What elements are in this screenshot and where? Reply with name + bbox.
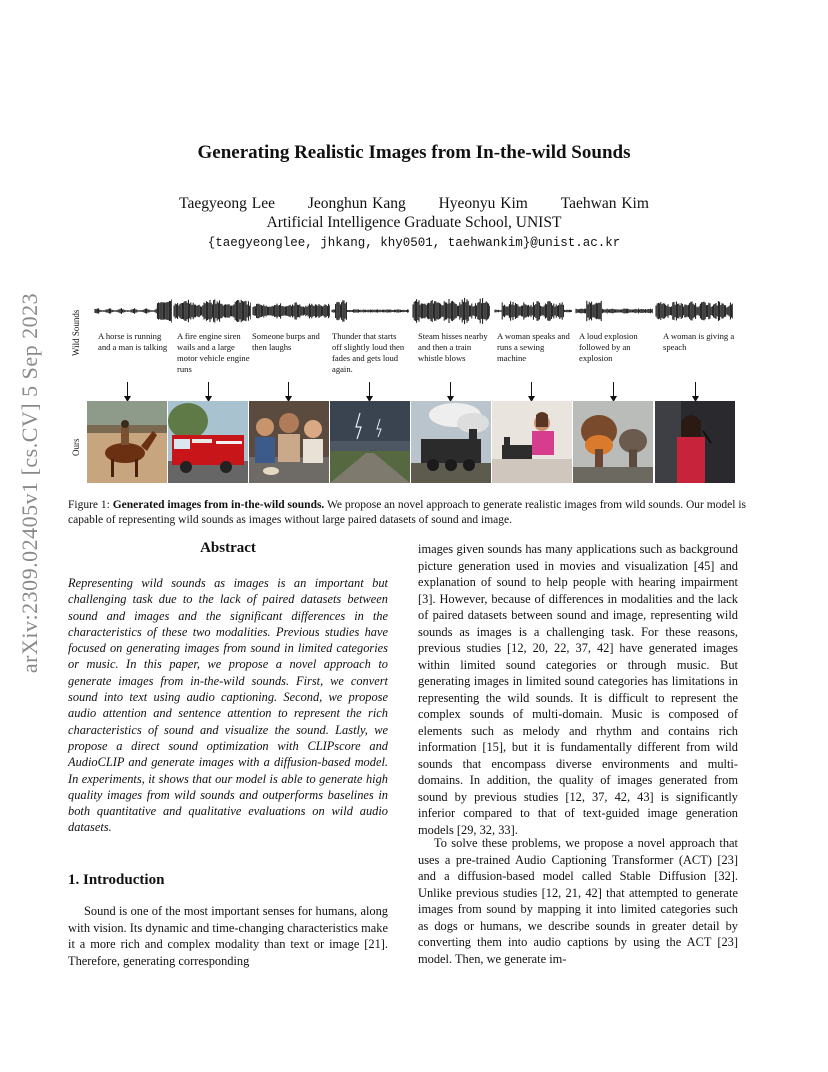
- sound-caption: A woman is giving a speach: [663, 331, 735, 352]
- generated-image-explosion: [573, 401, 653, 483]
- affiliation: Artificial Intelligence Graduate School, UNIST: [266, 214, 562, 231]
- waveform-4: [331, 296, 409, 326]
- author-name: Hyeonyu Kim: [438, 195, 528, 212]
- generated-image-woman-speaking: [655, 401, 735, 483]
- generated-image-steam-train: [411, 401, 491, 483]
- abstract-heading: Abstract: [200, 540, 256, 556]
- waveform-8: [655, 296, 733, 326]
- author-emails: {taegyeonglee, jhkang, khy0501, taehwankim}@unist.ac.kr: [207, 236, 621, 250]
- waveform-2: [173, 296, 251, 326]
- abstract-body: Representing wild sounds as images is an important but challenging task due to the lack of paired datasets between sound and images and the significant differences in the characteristics of these two modalities. Previous studies have focused on generating images from sound in limited categories or music. In this paper, we propose a novel approach to generate images from in-the-wild sounds. First, we convert sound into text using audio captioning. Second, we propose audio attention and sentence attention to represent the rich characteristics of sound and visualize the sound. Lastly, we propose a direct sound optimization with CLIPscore and AudioCLIP and generate images with a diffusion-based model. In experiments, it shows that our model is able to generate high quality images from wild sounds and outperforms baselines in both quantitative and qualitative evaluations on wild audio datasets.: [68, 576, 388, 835]
- generated-image-fire-engine: [168, 401, 248, 483]
- figure-caption-text: We propose an novel approach to generate realistic images from wild sounds. Our model is capable of representing wild sounds as images without large paired datasets of sound and image.: [68, 499, 747, 526]
- sound-caption: Thunder that starts off slightly loud then fades and gets loud again.: [332, 331, 405, 374]
- sound-caption: A loud explosion followed by an explosion: [579, 331, 638, 363]
- author-name: Taehwan Kim: [560, 195, 649, 212]
- down-arrow-icon: [365, 382, 374, 402]
- down-arrow-icon: [527, 382, 536, 402]
- row-label-wild-sounds: Wild Sounds: [71, 309, 81, 356]
- figure-label: Figure 1:: [68, 499, 110, 511]
- waveform-1: [94, 296, 172, 326]
- introduction-paragraph: To solve these problems, we propose a novel approach that uses a pre-trained Audio Captioning Transformer (ACT) [23] and a diffusion-based model called Stable Diffusion [32]. Unlike previous studies [12, 21, 42] that attempted to generate images from sound by mapping it into limited categories such as dogs or humans, we describe sounds in greater detail by converting them into audio captions by using the ACT [23] model. Then, we generate im-: [418, 836, 738, 966]
- generated-image-thunderstorm: [330, 401, 410, 483]
- down-arrow-icon: [204, 382, 213, 402]
- generated-image-laughing-people: [249, 401, 329, 483]
- waveform-3: [252, 296, 330, 326]
- waveform-7: [575, 296, 653, 326]
- down-arrow-icon: [609, 382, 618, 402]
- author-list: [0, 195, 828, 213]
- waveform-6: [494, 296, 572, 326]
- sound-caption: A fire engine siren wails and a large motor vehicle engine runs: [177, 331, 250, 374]
- introduction-paragraph: Sound is one of the most important senses for humans, along with vision. Its dynamic and time-changing characteristics make it a more rich and complex modality than text or image [21]. Therefore, generating corresponding: [68, 904, 388, 968]
- generated-image-sewing-woman: [492, 401, 572, 483]
- introduction-heading: 1. Introduction: [68, 872, 165, 888]
- sound-caption: A horse is running and a man is talking: [98, 331, 168, 352]
- sound-caption: Someone burps and then laughs: [252, 331, 320, 352]
- figure-caption: [68, 498, 762, 528]
- down-arrow-icon: [123, 382, 132, 402]
- author-name: Jeonghun Kang: [307, 195, 406, 212]
- author-name: Taegyeong Lee: [179, 195, 275, 212]
- paper-title: Generating Realistic Images from In-the-wild Sounds: [197, 142, 631, 163]
- arxiv-stamp: arXiv:2309.02405v1 [cs.CV] 5 Sep 2023: [17, 292, 42, 674]
- down-arrow-icon: [284, 382, 293, 402]
- down-arrow-icon: [446, 382, 455, 402]
- generated-image-horse: [87, 401, 167, 483]
- sound-caption: A woman speaks and runs a sewing machine: [497, 331, 570, 363]
- sound-caption: Steam hisses nearby and then a train whistle blows: [418, 331, 488, 363]
- down-arrow-icon: [691, 382, 700, 402]
- waveform-5: [412, 296, 490, 326]
- figure-caption-bold: Generated images from in-the-wild sounds.: [112, 499, 325, 511]
- row-label-ours: Ours: [71, 438, 81, 456]
- introduction-paragraph: images given sounds has many applications such as background picture generation used in movies and visualization [45] and explanation of sound to help people with hearing impairment [3]. However, because of differences in modalities and the lack of paired datasets between sound and image, representing wild sounds as images is a challenging task. For these reasons, previous studies [12, 20, 22, 37, 42] have generated images within limited sound categories or through music. But generating images in limited sound categories has limitations in representing the wild sounds. It is difficult to represent the complex sounds of multi-domain. Music is composed of elements such as melody and rhythm and contains rich information [15], but it is fundamentally different from wild sounds that encompass diverse environments and multi-domains. In addition, the quality of images generated from sound by previous studies [12, 37, 42, 43] is significantly inferior compared to that of text-guided image generation models [29, 32, 33].: [418, 542, 738, 837]
